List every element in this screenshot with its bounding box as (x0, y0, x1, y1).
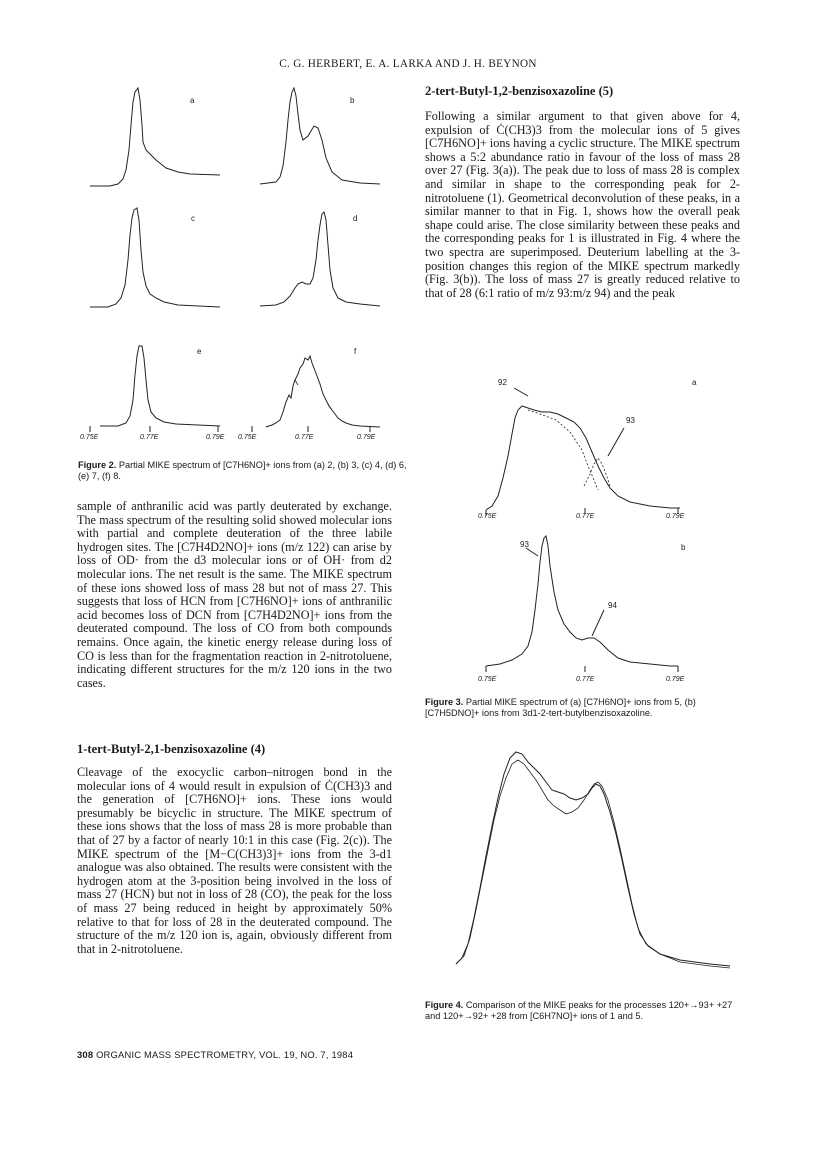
figure-4-caption-text: Comparison of the MIKE peaks for the processes 120+→93+ +27 and 120+→92+ +28 from [C6H7NO]+ ions of 1 and 5. (425, 1000, 733, 1021)
spectrum-d (260, 212, 380, 306)
figure-3-caption-label: Figure 3. (425, 697, 464, 707)
fig3-peak-label: 92 (498, 378, 507, 387)
figure-2-caption-label: Figure 2. (78, 460, 117, 470)
figure-3-caption (425, 697, 745, 719)
fig3a-deconvolved-92 (528, 410, 598, 490)
figure-2-caption-text: Partial MIKE spectrum of [C7H6NO]+ ions from (a) 2, (b) 3, (c) 4, (d) 6, (e) 7, (f) 8. (78, 460, 407, 481)
left-paragraph-1: sample of anthranilic acid was partly deuterated by exchange. The mass spectrum of the resulting solid showed molecular ions with partial and complete deuteration of the three labile hydrogen sites. The [C7H4D2NO]+ ions (m/z 122) can arise by loss of OD· from the d3 molecular ions or of OH· from d2 molecular ions. The net result is the same. The MIKE spectrum of these ions showed loss of mass 28 but not of mass 27. This suggests that loss of HCN from [C7H6NO]+ ions of anthranilic acid becomes loss of DCN from [C7H4D2NO]+ ions from the deuterated compound. The loss of CO from both compounds remains. Once again, the kinetic energy release during loss of CO is less than for the fragmentation reaction in 2-nitrotoluene, indicating different structures for the m/z 120 ions in the two cases. (77, 499, 392, 690)
fig2-tick: 0.77E (295, 434, 314, 441)
section-heading-4: 1-tert-Butyl-2,1-benzisoxazoline (4) (77, 742, 266, 756)
fig4-spectrum-1 (456, 752, 730, 966)
spectrum-b (260, 88, 380, 184)
left-paragraph-2: Cleavage of the exocyclic carbon–nitrogen bond in the molecular ions of 4 would result in expulsion of Ċ(CH3)3 and the generation of [C7H6NO]+ ions. These ions would presumably be bicyclic in structure. The MIKE spectrum of these ions shows that the loss of mass 28 is more probable than that of 27 by a factor of nearly 10:1 in this case (Fig. 2(c)). The MIKE spectrum of the [M−C(CH3)3]+ ions from the 3-d1 analogue was also obtained. The results were consistent with the hydrogen atom at the 3-position being involved in the loss of mass 27 (HCN) but not in loss of 28 (CO), the peak for the loss of mass 27 being reduced in height by approximately 50% relative to that for loss of 28 in the deuterated compound. The structure of the m/z 120 ion is, again, obviously different from that in 2-nitrotoluene. (77, 765, 392, 956)
fig2-tick: 0.77E (140, 434, 159, 441)
figure-2-caption (78, 460, 408, 482)
fig2-panel-label-c: c (191, 214, 195, 223)
fig3-tick: 0.79E (666, 676, 685, 683)
fig3-tick: 0.75E (478, 676, 497, 683)
spectrum-c (90, 208, 220, 307)
fig2-panel-label-b: b (350, 96, 355, 105)
fig2-tick: 0.75E (238, 434, 257, 441)
fig3-peak-label: 93 (626, 416, 635, 425)
fig3-tick: 0.77E (576, 513, 595, 520)
right-paragraph-1: Following a similar argument to that given above for 4, expulsion of Ċ(CH3)3 from the molecular ions of 5 gives [C7H6NO]+ ions having a cyclic structure. The MIKE spectrum shows a 5:2 abundance ratio in favour of the loss of mass 28 over 27 (Fig. 3(a)). The peak due to loss of mass 28 is complex and similar in shape to the corresponding peak for 2-nitrotoluene (1). Geometrical deconvolution of these peaks, in a similar manner to that in Fig. 1, shows how the overall peak shape could arise. The close similarity between these peaks and the corresponding peaks for 1 is illustrated in Fig. 4 where the two spectra are superimposed. Deuterium labelling at the 3-position changes this region of the MIKE spectrum markedly (Fig. 3(b)). The loss of mass 27 is greatly reduced relative to that of 28 (6:1 ratio of m/z 93:m/z 94) and the peak (425, 109, 740, 300)
fig3b-spectrum (486, 536, 678, 666)
fig2-tick: 0.79E (206, 434, 225, 441)
fig2-panel-label-d: d (353, 214, 358, 223)
page-footer (77, 1049, 353, 1060)
page-number: 308 (77, 1049, 94, 1060)
fig4-spectrum-2 (456, 760, 730, 968)
figure-4-caption (425, 1000, 745, 1022)
fig3-peak-label: 94 (608, 601, 617, 610)
fig3-tick: 0.77E (576, 676, 595, 683)
figure-4-plot (450, 738, 750, 988)
fig3-panel-label-b: b (681, 543, 686, 552)
fig2-tick: 0.75E (80, 434, 99, 441)
fig2-panel-label-a: a (190, 96, 195, 105)
fig2-tick: 0.79E (357, 434, 376, 441)
spectrum-e (100, 346, 220, 426)
section-heading-5: 2-tert-Butyl-1,2-benzisoxazoline (5) (425, 84, 614, 98)
figure-3-caption-text: Partial MIKE spectrum of (a) [C7H6NO]+ ions from 5, (b) [C7H5DNO]+ ions from 3d1-2-tert-butylbenzisoxazoline. (425, 697, 696, 718)
fig2-panel-label-e: e (197, 347, 202, 356)
fig3-tick: 0.75E (478, 513, 497, 520)
running-header: C. G. HERBERT, E. A. LARKA AND J. H. BEYNON (279, 58, 537, 70)
fig3a-spectrum (486, 406, 680, 510)
fig2-panel-label-f: f (354, 347, 357, 356)
figure-3-plots (470, 370, 730, 690)
journal-citation: ORGANIC MASS SPECTROMETRY, VOL. 19, NO. 7, 1984 (96, 1049, 354, 1060)
fig3-tick: 0.79E (666, 513, 685, 520)
figure-2-plots (80, 80, 410, 450)
spectrum-a (90, 88, 220, 186)
fig3-peak-label: 93 (520, 540, 529, 549)
fig3-panel-label-a: a (692, 378, 697, 387)
spectrum-f (266, 356, 380, 427)
figure-4-caption-label: Figure 4. (425, 1000, 464, 1010)
